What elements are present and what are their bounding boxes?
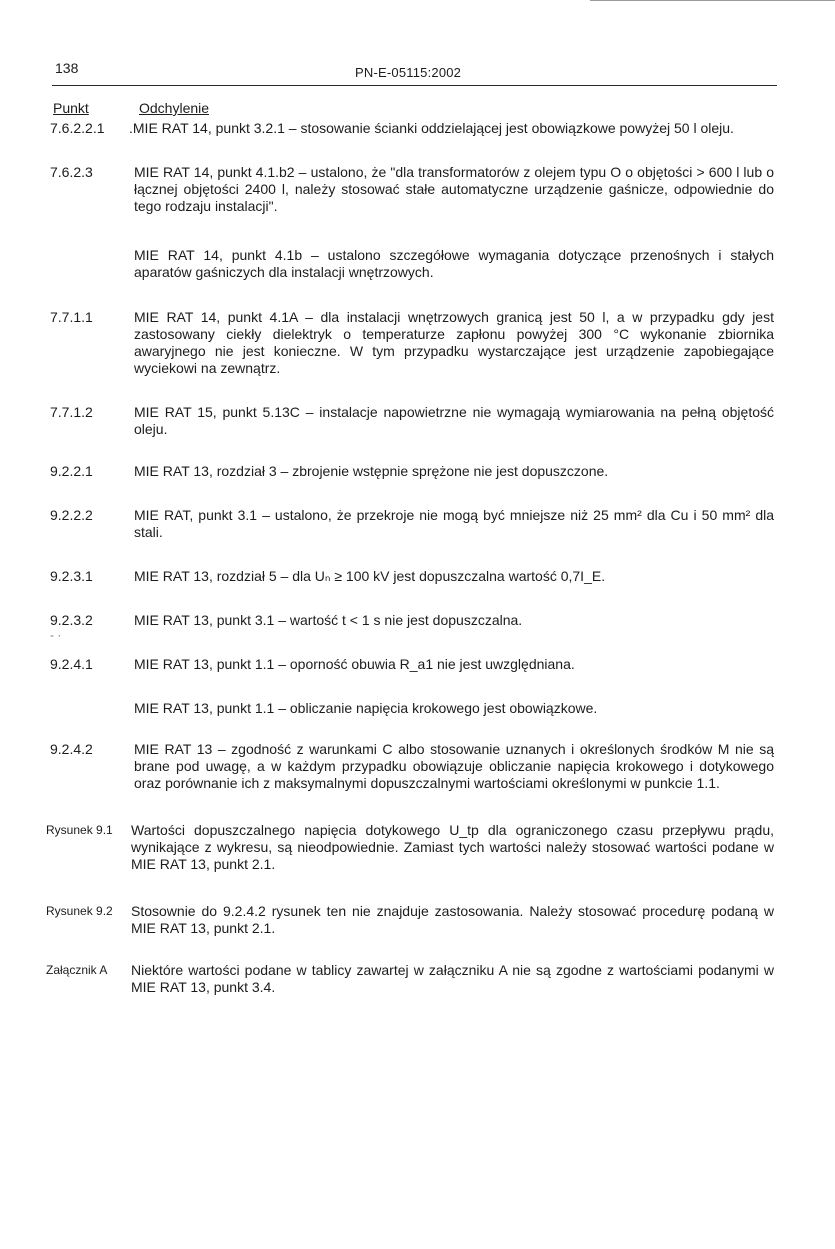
page-number: 138 [55,60,79,76]
entry-label: 9.2.4.1 [50,656,93,672]
column-header-odchylenie: Odchylenie [139,100,210,116]
entry-label: 9.2.3.2 [50,612,93,628]
entry-label: 7.7.1.1 [50,309,93,325]
entry-text: MIE RAT 13, rozdział 3 – zbrojenie wstępnie sprężone nie jest dopuszczone. [134,463,609,479]
entry-text: MIE RAT 15, punkt 5.13C – instalacje napowietrzne nie wymagają wymiarowania na pełną objętość oleju. [134,404,774,437]
entry-label: Załącznik A [46,963,108,977]
entry-text: MIE RAT 13, punkt 3.1 – wartość t < 1 s nie jest dopuszczalna. [134,612,523,628]
entry-label: 9.2.3.1 [50,568,93,584]
entry-label: 7.6.2.3 [50,164,93,180]
column-header-punkt: Punkt [53,100,89,116]
entry-text: MIE RAT 13, punkt 1.1 – obliczanie napięcia krokowego jest obowiązkowe. [134,700,598,716]
document-title: PN-E-05115:2002 [355,65,462,80]
stray-margin-mark: - · [50,628,62,642]
entry-label: 7.6.2.2.1 [50,120,105,136]
entry-label: 7.7.1.2 [50,404,93,420]
entry-text: Niektóre wartości podane w tablicy zawartej w załączniku A nie są zgodne z wartościami podanymi w MIE RAT 13, punkt 3.4. [131,962,774,995]
entry-text: MIE RAT 13 – zgodność z warunkami C albo stosowanie uznanych i określonych środków M nie są brane pod uwagę, a w każdym przypadku obowiązuje obliczanie napięcia krokowego i dotykowego oraz porównanie ich z maksymalnymi dopuszczalnymi wartościami określonymi w punkcie 1.1. [134,741,774,791]
entry-label: 9.2.4.2 [50,741,93,757]
entry-text: MIE RAT, punkt 3.1 – ustalono, że przekroje nie mogą być mniejsze niż 25 mm² dla Cu i 50 mm² dla stali. [134,507,774,540]
entry-text: MIE RAT 14, punkt 4.1.b2 – ustalono, że "dla transformatorów z olejem typu O o objętości > 600 l lub o łącznej objętości 2400 l, należy stosować stałe automatyczne urządzenie gaśnicze, odpowiednie do tego rodzaju instalacji". [134,164,774,214]
entry-text: MIE RAT 14, punkt 4.1b – ustalono szczegółowe wymagania dotyczące przenośnych i stałych aparatów gaśniczych dla instalacji wnętrzowych. [134,247,774,280]
entry-text: Wartości dopuszczalnego napięcia dotykowego U_tp dla ograniczonego czasu przepływu prądu, wynikające z wykresu, są nieodpowiednie. Zamiast tych wartości należy stosować wartości podane w MIE RAT 13, punkt 2.1. [131,822,774,872]
entry-label: 9.2.2.1 [50,463,93,479]
top-edge-rule [590,0,835,1]
entry-label: 9.2.2.2 [50,507,93,523]
entry-label: Rysunek 9.2 [46,904,113,918]
entry-label: Rysunek 9.1 [46,823,113,837]
entry-text: MIE RAT 14, punkt 4.1A – dla instalacji wnętrzowych granicą jest 50 l, a w przypadku gdy jest zastosowany ciekły dielektryk o temperaturze zapłonu powyżej 300 °C wykonanie zbiornika awaryjnego nie jest konieczne. W tym przypadku wystarczające jest urządzenie zapobiegające wyciekowi na zewnątrz. [134,309,774,376]
entry-text: MIE RAT 13, rozdział 5 – dla Uₙ ≥ 100 kV jest dopuszczalna wartość 0,7I_E. [134,568,606,584]
entry-text: Stosownie do 9.2.4.2 rysunek ten nie znajduje zastosowania. Należy stosować procedurę podaną w MIE RAT 13, punkt 2.1. [131,903,774,936]
entry-text: .MIE RAT 14, punkt 3.2.1 – stosowanie ścianki oddzielającej jest obowiązkowe powyżej 50 l oleju. [129,120,734,136]
entry-text: MIE RAT 13, punkt 1.1 – oporność obuwia R_a1 nie jest uwzględniana. [134,656,575,672]
header-rule [52,85,777,86]
